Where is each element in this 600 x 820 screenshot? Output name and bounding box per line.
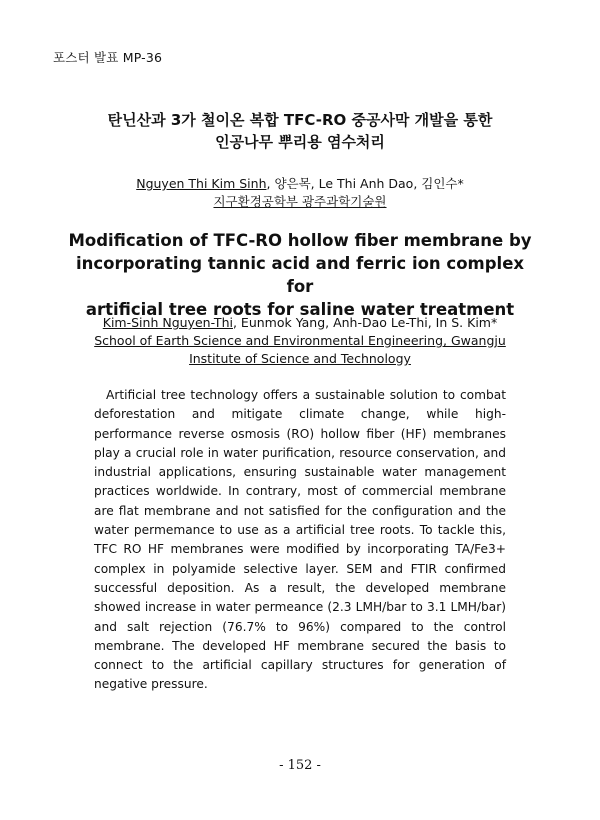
korean-title <box>60 109 540 153</box>
korean-author-list <box>60 175 540 193</box>
english-affiliation: School of Earth Science and Environmental Engineering, Gwangju Institute of Science and Technology <box>94 333 506 366</box>
korean-coauthors: , 양은목, Le Thi Anh Dao, 김인수* <box>266 176 464 191</box>
english-title-line: artificial tree roots for saline water treatment <box>85 300 515 319</box>
english-title-line: Modification of TFC-RO hollow fiber membrane by <box>68 231 532 250</box>
page-number: - 152 - <box>279 758 321 773</box>
english-author-list <box>60 314 540 332</box>
korean-affiliation: 지구환경공학부 광주과학기술원 <box>213 194 387 209</box>
session-tag: 포스터 발표 MP-36 <box>53 50 163 65</box>
abstract-body: Artificial tree technology offers a sustainable solution to combat deforestation and mitigate climate change, while high-performance reverse osmosis (RO) hollow fiber (HF) membranes play a crucial role in water purification, resource conservation, and industrial applications, ensuring sustainable water management practices worldwide. In contrary, most of commercial membrane are flat membrane and not satisfied for the configuration and the water permemance to use as a artificial tree roots. To tackle this, TFC RO HF membranes were modified by incorporating TA/Fe3+ complex in polyamide selective layer. SEM and FTIR confirmed successful deposition. As a result, the developed membrane showed increase in water permeance (2.3 LMH/bar to 3.1 LMH/bar) and salt rejection (76.7% to 96%) compared to the control membrane. The developed HF membrane secured the basis to connect to the artificial capillary structures for generation of negative pressure. <box>94 388 506 692</box>
english-title <box>60 229 540 321</box>
english-lead-author: Kim-Sinh Nguyen-Thi <box>102 315 233 330</box>
english-coauthors: , Eunmok Yang, Anh-Dao Le-Thi, In S. Kim* <box>232 315 498 330</box>
english-title-line: incorporating tannic acid and ferric ion complex for <box>75 254 525 296</box>
korean-title-line: 인공나무 뿌리용 염수처리 <box>215 133 385 151</box>
korean-title-line: 탄닌산과 3가 철이온 복합 TFC-RO 중공사막 개발을 통한 <box>107 111 493 129</box>
korean-lead-author: Nguyen Thi Kim Sinh <box>136 176 267 191</box>
